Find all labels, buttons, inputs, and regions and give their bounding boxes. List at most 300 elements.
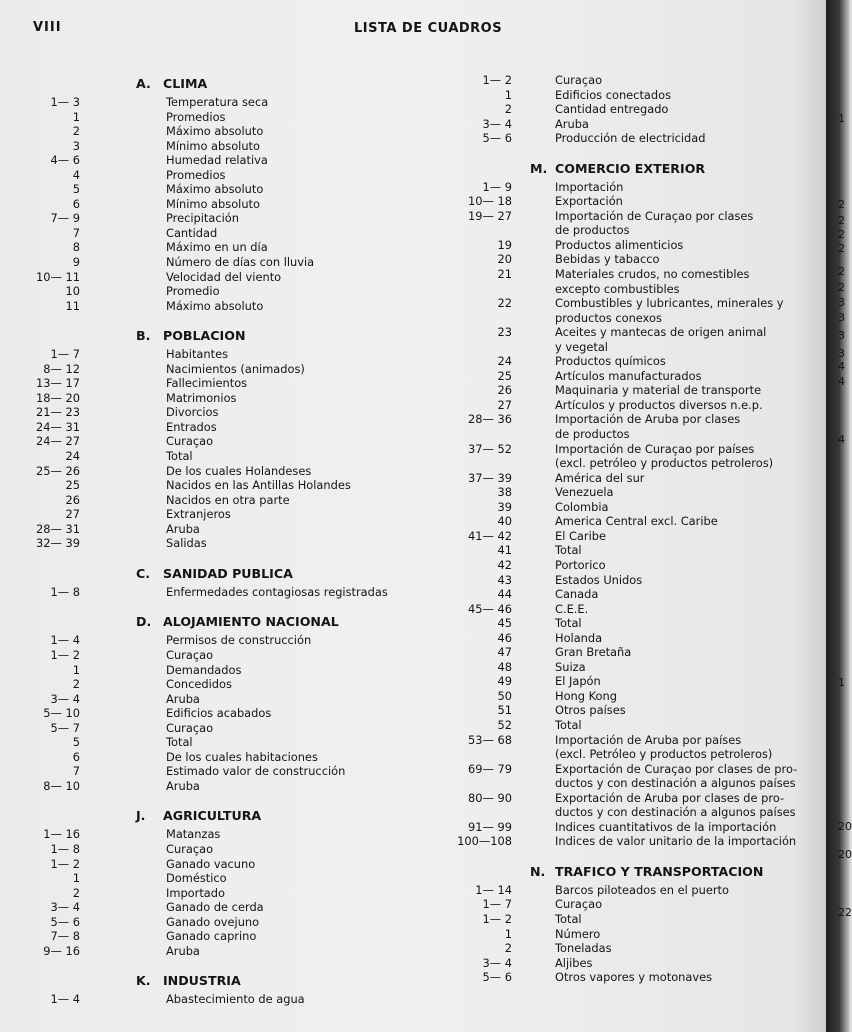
- table-description: Artículos y productos diversos n.e.p.: [555, 397, 763, 412]
- edge-character: 20: [838, 848, 852, 861]
- table-description: Indices cuantitativos de la importación: [555, 819, 777, 834]
- table-description: Estimado valor de construcción: [166, 764, 346, 779]
- table-number: 46: [497, 630, 512, 645]
- table-number: 25: [65, 478, 80, 493]
- table-entry: [22, 391, 422, 406]
- edge-character: 22: [838, 906, 852, 919]
- section-letter: J.: [136, 808, 146, 824]
- table-number: 25— 26: [36, 463, 80, 478]
- table-entry: [22, 420, 422, 435]
- table-description: Ganado vacuno: [166, 856, 256, 871]
- table-entry: [22, 255, 422, 270]
- table-description: Curaçao: [166, 434, 214, 449]
- table-number: 5— 7: [50, 720, 80, 735]
- section-title: AGRICULTURA: [163, 808, 262, 824]
- table-description: Matrimonios: [166, 390, 237, 405]
- table-number: 24— 27: [36, 434, 80, 449]
- edge-character: 3: [838, 329, 845, 342]
- table-description: Número de días con lluvia: [166, 255, 315, 270]
- table-entry: [448, 311, 818, 326]
- table-entry: [448, 267, 818, 282]
- table-entry: [448, 587, 818, 602]
- table-entry: [448, 834, 818, 849]
- table-entry: [22, 240, 422, 255]
- section-title: ALOJAMIENTO NACIONAL: [163, 614, 339, 630]
- section-gap: [22, 599, 422, 611]
- section-gap: [22, 958, 422, 970]
- table-number: 26: [497, 383, 512, 398]
- table-number: 1— 9: [482, 179, 512, 194]
- table-number: 41: [497, 543, 512, 558]
- table-number: 2: [72, 124, 80, 139]
- table-entry: [448, 354, 818, 369]
- table-entry: [22, 405, 422, 420]
- table-number: 28— 36: [468, 412, 512, 427]
- section-heading: [22, 325, 422, 347]
- table-description: ductos y con destinación a algunos países: [555, 776, 796, 791]
- table-entry: [22, 764, 422, 779]
- table-entry: [448, 412, 818, 427]
- table-number: 7: [72, 225, 80, 240]
- table-entry: [22, 585, 422, 600]
- table-entry: [22, 362, 422, 377]
- table-description: De los cuales habitaciones: [166, 749, 318, 764]
- left-column: [22, 73, 422, 1007]
- table-entry: [448, 223, 818, 238]
- table-entry: [22, 153, 422, 168]
- table-number: 80— 90: [468, 790, 512, 805]
- table-number: 26: [65, 492, 80, 507]
- table-description: Divorcios: [166, 405, 219, 420]
- table-description: Exportación: [555, 194, 623, 209]
- table-entry: [448, 252, 818, 267]
- table-entry: [22, 871, 422, 886]
- section-gap: [22, 551, 422, 563]
- table-number: 43: [497, 572, 512, 587]
- table-description: C.E.E.: [555, 601, 589, 616]
- table-description: Curaçao: [166, 647, 214, 662]
- table-entry: [22, 182, 422, 197]
- table-entry: [448, 383, 818, 398]
- table-description: Total: [555, 616, 582, 631]
- table-description: Concedidos: [166, 677, 232, 692]
- table-number: 3: [72, 138, 80, 153]
- table-number: 1— 8: [50, 584, 80, 599]
- table-number: 6: [72, 196, 80, 211]
- table-number: 7— 8: [50, 929, 80, 944]
- table-number: 10— 18: [468, 194, 512, 209]
- table-description: Importación: [555, 179, 624, 194]
- table-description: Bebidas y tabacco: [555, 252, 660, 267]
- table-number: 1: [504, 87, 512, 102]
- table-description: Importado: [166, 885, 225, 900]
- section-letter: D.: [136, 614, 152, 630]
- table-number: 5: [72, 735, 80, 750]
- edge-character: 2: [838, 228, 845, 241]
- table-description: Doméstico: [166, 871, 227, 886]
- table-entry: [448, 897, 818, 912]
- table-description: Portorico: [555, 557, 606, 572]
- table-entry: [22, 721, 422, 736]
- table-number: 1— 7: [50, 347, 80, 362]
- table-number: 1— 2: [50, 647, 80, 662]
- table-number: 3— 4: [482, 955, 512, 970]
- section-letter: M.: [530, 160, 548, 176]
- table-entry: [22, 95, 422, 110]
- table-entry: [448, 514, 818, 529]
- table-entry: [448, 325, 818, 340]
- table-number: 6: [72, 749, 80, 764]
- table-entry: [448, 131, 818, 146]
- table-entry: [22, 944, 422, 959]
- table-description: Venezuela: [555, 485, 614, 500]
- table-entry: [22, 827, 422, 842]
- table-number: 1— 3: [50, 95, 80, 109]
- table-entry: [448, 660, 818, 675]
- table-number: 1— 2: [482, 73, 512, 87]
- table-entry: [22, 692, 422, 707]
- table-description: El Caribe: [555, 528, 607, 543]
- table-entry: [448, 703, 818, 718]
- table-entry: [22, 522, 422, 537]
- section-title: TRAFICO Y TRANSPORTACION: [555, 863, 764, 879]
- table-description: Ganado de cerda: [166, 900, 264, 915]
- table-entry: [448, 471, 818, 486]
- table-entry: [448, 194, 818, 209]
- section-letter: A.: [136, 76, 151, 91]
- table-number: 20: [497, 252, 512, 267]
- table-description: Edificios acabados: [166, 706, 272, 721]
- table-number: 21— 23: [36, 405, 80, 420]
- table-description: ductos y con destinación a algunos países: [555, 805, 796, 820]
- section-title: POBLACION: [163, 328, 246, 344]
- table-number: 5— 6: [482, 970, 512, 985]
- table-number: 32— 39: [36, 536, 80, 551]
- section-gap: [22, 313, 422, 325]
- table-number: 1— 7: [482, 897, 512, 912]
- table-entry: [448, 791, 818, 806]
- table-number: 19— 27: [468, 208, 512, 223]
- table-description: Promedio: [166, 284, 220, 299]
- table-entry: [22, 857, 422, 872]
- table-description: Enfermedades contagiosas registradas: [166, 584, 388, 599]
- table-entry: [22, 633, 422, 648]
- table-entry: [448, 529, 818, 544]
- table-number: 1: [72, 662, 80, 677]
- table-entry: [22, 929, 422, 944]
- edge-character: 2: [838, 242, 845, 255]
- table-entry: [22, 211, 422, 226]
- table-description: Curaçao: [166, 720, 214, 735]
- table-number: 5— 6: [50, 914, 80, 929]
- section-gap: [448, 849, 818, 861]
- table-description: Máximo absoluto: [166, 124, 264, 139]
- table-number: 44: [497, 587, 512, 602]
- table-entry: [22, 992, 422, 1007]
- table-entry: [22, 347, 422, 362]
- table-entry: [448, 427, 818, 442]
- table-entry: [448, 369, 818, 384]
- table-description: Curaçao: [555, 73, 603, 87]
- table-number: 1— 8: [50, 841, 80, 856]
- table-number: 25: [497, 368, 512, 383]
- table-entry: [22, 124, 422, 139]
- table-description: El Japón: [555, 674, 601, 689]
- section-heading: [448, 861, 818, 883]
- section-gap: [448, 146, 818, 158]
- table-description: Holanda: [555, 630, 603, 645]
- table-description: Edificios conectados: [555, 87, 672, 102]
- table-entry: [448, 573, 818, 588]
- table-number: 1: [72, 109, 80, 124]
- section-heading: [448, 158, 818, 180]
- table-entry: [22, 110, 422, 125]
- table-entry: [448, 398, 818, 413]
- edge-character: 3: [838, 311, 845, 324]
- table-description: Humedad relativa: [166, 153, 268, 168]
- table-description: (excl. petróleo y productos petroleros): [555, 456, 774, 471]
- table-entry: [22, 434, 422, 449]
- table-entry: [22, 270, 422, 285]
- book-gutter: [826, 0, 850, 1032]
- table-entry: [22, 750, 422, 765]
- table-description: Ganado ovejuno: [166, 914, 260, 929]
- table-number: 10— 11: [36, 269, 80, 284]
- table-description: Nacidos en otra parte: [166, 492, 290, 507]
- table-number: 22: [497, 296, 512, 311]
- table-description: excepto combustibles: [555, 281, 680, 296]
- table-description: Aruba: [166, 521, 200, 536]
- table-description: Cantidad: [166, 225, 218, 240]
- table-number: 3— 4: [50, 900, 80, 915]
- section-letter: B.: [136, 328, 151, 344]
- table-number: 3— 4: [50, 691, 80, 706]
- section-heading: [22, 563, 422, 585]
- table-number: 53— 68: [468, 732, 512, 747]
- table-entry: [448, 500, 818, 515]
- table-number: 24— 31: [36, 419, 80, 434]
- table-entry: [448, 340, 818, 355]
- table-number: 2: [72, 885, 80, 900]
- table-entry: [22, 779, 422, 794]
- table-entry: [448, 282, 818, 297]
- table-number: 1— 4: [50, 992, 80, 1007]
- table-number: 18— 20: [36, 390, 80, 405]
- table-entry: [448, 117, 818, 132]
- table-entry: [448, 602, 818, 617]
- section-letter: N.: [530, 863, 546, 879]
- table-description: Artículos manufacturados: [555, 368, 702, 383]
- edge-character: 4: [838, 375, 845, 388]
- table-entry: [448, 616, 818, 631]
- section-letter: K.: [136, 973, 151, 989]
- table-description: Total: [166, 735, 193, 750]
- table-description: Entrados: [166, 419, 217, 434]
- table-description: Canada: [555, 587, 599, 602]
- table-number: 13— 17: [36, 376, 80, 391]
- table-description: productos conexos: [555, 310, 662, 325]
- table-description: Aruba: [166, 691, 200, 706]
- table-description: Promedios: [166, 167, 226, 182]
- table-description: Mínimo absoluto: [166, 138, 260, 153]
- table-number: 3— 4: [482, 116, 512, 131]
- table-entry: [22, 299, 422, 314]
- table-number: 1— 16: [43, 827, 80, 842]
- table-description: Producción de electricidad: [555, 131, 706, 146]
- table-entry: [22, 900, 422, 915]
- table-description: Exportación de Aruba por clases de pro-: [555, 790, 785, 805]
- table-number: 1— 2: [482, 911, 512, 926]
- table-description: Abastecimiento de agua: [166, 992, 305, 1007]
- table-number: 5— 6: [482, 131, 512, 146]
- edge-character: 2: [838, 214, 845, 227]
- table-entry: [448, 718, 818, 733]
- table-description: Gran Bretaña: [555, 645, 632, 660]
- table-description: Ganado caprino: [166, 929, 257, 944]
- table-number: 100—108: [457, 834, 512, 849]
- table-number: 47: [497, 645, 512, 660]
- table-entry: [448, 631, 818, 646]
- edge-character: 1: [838, 676, 845, 689]
- table-description: Hong Kong: [555, 688, 617, 703]
- edge-character: 4: [838, 433, 845, 446]
- table-number: 38: [497, 485, 512, 500]
- table-description: Importación de Curaçao por clases: [555, 208, 754, 223]
- table-description: Maquinaria y material de transporte: [555, 383, 762, 398]
- table-description: Extranjeros: [166, 507, 231, 522]
- page-number: VIII: [33, 20, 62, 35]
- table-entry: [22, 507, 422, 522]
- table-number: 39: [497, 499, 512, 514]
- table-entry: [22, 706, 422, 721]
- table-description: Permisos de construcción: [166, 633, 312, 648]
- table-number: 23: [497, 325, 512, 340]
- table-entry: [22, 663, 422, 678]
- table-entry: [22, 139, 422, 154]
- table-entry: [22, 915, 422, 930]
- table-description: Demandados: [166, 662, 242, 677]
- table-description: Importación de Aruba por clases: [555, 412, 741, 427]
- table-entry: [22, 478, 422, 493]
- table-entry: [448, 820, 818, 835]
- table-entry: [448, 238, 818, 253]
- table-description: Máximo en un día: [166, 240, 268, 255]
- section-title: SANIDAD PUBLICA: [163, 565, 293, 581]
- table-number: 7— 9: [50, 211, 80, 226]
- table-entry: [22, 648, 422, 663]
- right-column: [448, 73, 818, 985]
- edge-character: 4: [838, 360, 845, 373]
- table-number: 24: [497, 354, 512, 369]
- table-entry: [22, 197, 422, 212]
- table-number: 19: [497, 237, 512, 252]
- table-description: de productos: [555, 427, 630, 442]
- table-entry: [448, 543, 818, 558]
- table-entry: [22, 168, 422, 183]
- table-description: Total: [555, 543, 582, 558]
- table-entry: [448, 883, 818, 898]
- table-number: 4— 6: [50, 153, 80, 168]
- table-number: 8— 10: [43, 778, 80, 793]
- table-description: Importación de Curaçao por países: [555, 441, 755, 456]
- table-description: Productos químicos: [555, 354, 666, 369]
- table-number: 37— 39: [468, 470, 512, 485]
- table-number: 45— 46: [468, 601, 512, 616]
- table-description: y vegetal: [555, 339, 608, 354]
- table-entry: [448, 956, 818, 971]
- table-number: 50: [497, 688, 512, 703]
- table-description: Barcos piloteados en el puerto: [555, 882, 729, 897]
- table-description: América del sur: [555, 470, 645, 485]
- table-entry: [448, 674, 818, 689]
- table-entry: [448, 805, 818, 820]
- table-entry: [448, 296, 818, 311]
- table-entry: [448, 645, 818, 660]
- table-entry: [22, 536, 422, 551]
- table-entry: [448, 558, 818, 573]
- edge-character: 2: [838, 281, 845, 294]
- table-description: de productos: [555, 223, 630, 238]
- table-description: Total: [166, 449, 193, 464]
- table-entry: [448, 912, 818, 927]
- table-description: Precipitación: [166, 211, 239, 226]
- table-description: Curaçao: [166, 841, 214, 856]
- table-number: 8— 12: [43, 361, 80, 376]
- table-description: Otros vapores y motonaves: [555, 970, 713, 985]
- table-description: Suiza: [555, 659, 586, 674]
- table-number: 48: [497, 659, 512, 674]
- table-description: Cantidad entregado: [555, 102, 669, 117]
- table-description: Productos alimenticios: [555, 237, 684, 252]
- table-number: 24: [65, 449, 80, 464]
- table-entry: [448, 180, 818, 195]
- table-number: 27: [497, 397, 512, 412]
- table-number: 9: [72, 255, 80, 270]
- table-entry: [22, 449, 422, 464]
- table-number: 5: [72, 182, 80, 197]
- table-description: Fallecimientos: [166, 376, 248, 391]
- table-number: 10: [65, 284, 80, 299]
- edge-character: 2: [838, 198, 845, 211]
- table-number: 21: [497, 267, 512, 282]
- table-entry: [22, 886, 422, 901]
- table-description: Aljibes: [555, 955, 593, 970]
- table-number: 52: [497, 717, 512, 732]
- table-description: Máximo absoluto: [166, 182, 264, 197]
- table-number: 45: [497, 616, 512, 631]
- table-entry: [22, 464, 422, 479]
- table-entry: [448, 927, 818, 942]
- table-description: Velocidad del viento: [166, 269, 282, 284]
- table-description: Curaçao: [555, 897, 603, 912]
- table-description: Nacidos en las Antillas Holandes: [166, 478, 351, 493]
- table-entry: [448, 970, 818, 985]
- table-description: Colombia: [555, 499, 609, 514]
- table-description: America Central excl. Caribe: [555, 514, 718, 529]
- table-entry: [448, 762, 818, 777]
- table-number: 42: [497, 557, 512, 572]
- table-number: 1: [72, 871, 80, 886]
- table-description: Aceites y mantecas de origen animal: [555, 325, 767, 340]
- table-number: 4: [72, 167, 80, 182]
- table-number: 69— 79: [468, 761, 512, 776]
- table-description: (excl. Petróleo y productos petroleros): [555, 747, 773, 762]
- edge-character: 3: [838, 347, 845, 360]
- table-entry: [448, 485, 818, 500]
- section-heading: [22, 970, 422, 992]
- table-entry: [22, 226, 422, 241]
- section-heading: [22, 611, 422, 633]
